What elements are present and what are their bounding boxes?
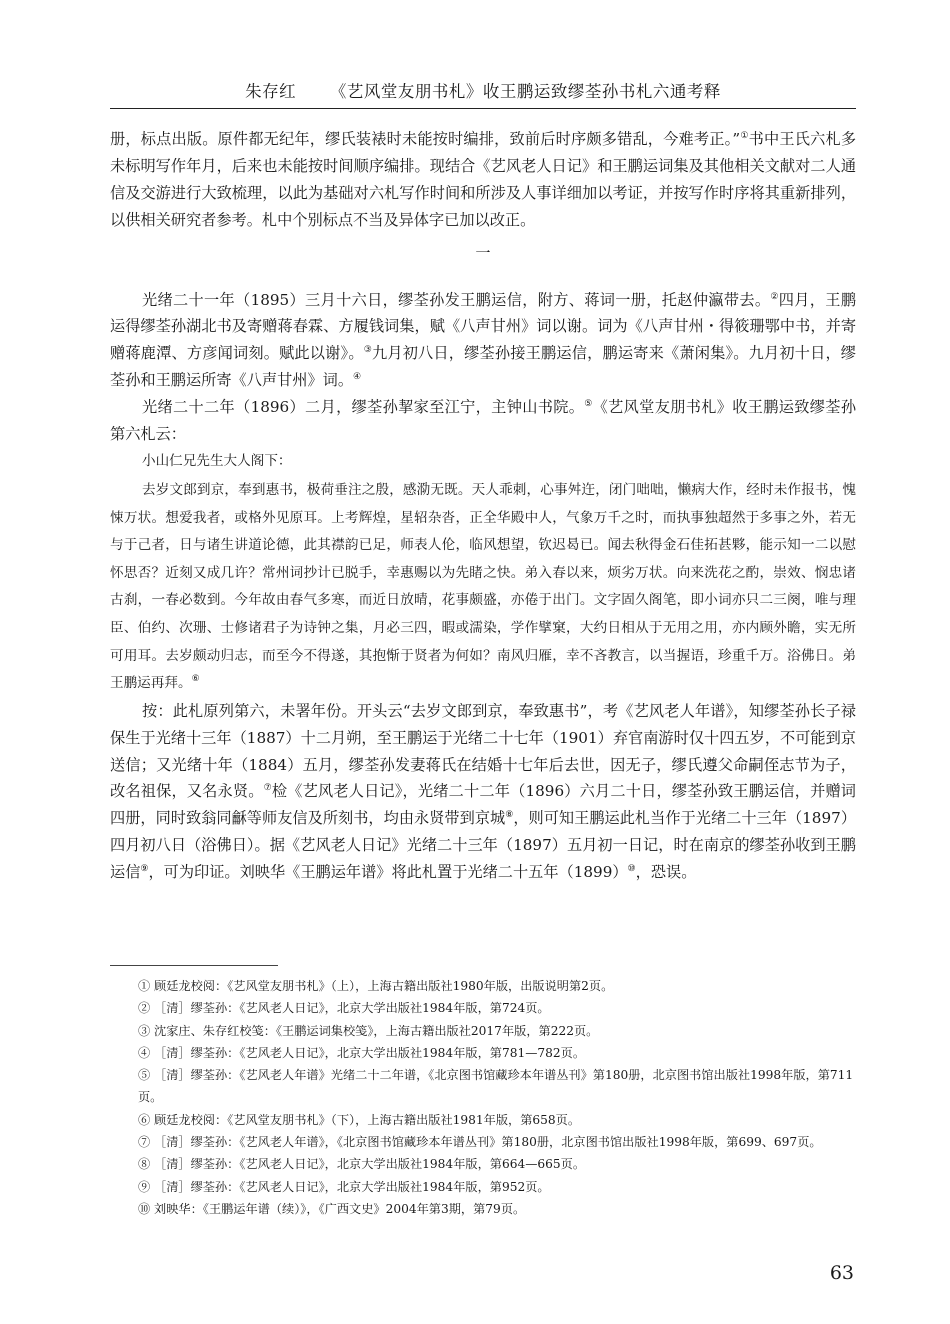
footnote-ref-2[interactable]: ② bbox=[770, 291, 779, 302]
analysis-text-a: 按：此札原列第六，未署年份。开头云“去岁文郎到京，奉致惠书”，考《艺风老人年谱》，知缪荃孙长子禄保生于光绪十三年（1887）十二月朔，至王鹏运于光绪二十七年（1901）弃官南游时仅十四五岁，不可能到京送信；又光绪十年（1884）五月，缪荃孙发妻蒋氏在结婚十七年后去世，因无子，缪氏遵父命嗣侄志节为子，改名祖保，又名永贤。 bbox=[110, 701, 856, 801]
footnote: ⑥ 顾廷龙校阅：《艺风堂友朋书札》（下），上海古籍出版社1981年版，第658页。 bbox=[138, 1112, 581, 1127]
footnote-ref-5[interactable]: ⑤ bbox=[584, 399, 593, 410]
page-number: 63 bbox=[829, 1262, 854, 1284]
para1-text-b: 四月，王鹏运得缪荃孙湖北书及寄赠蒋春霖、方履钱词集，赋《八声甘州》词以谢。词为《八声甘州・得筱珊鄂中书，并寄赠蒋鹿潭、方彦闻词刻。赋此以谢》。 bbox=[110, 290, 857, 363]
header-rule bbox=[110, 108, 856, 109]
footnote-ref-9[interactable]: ⑨ bbox=[140, 864, 149, 875]
footnote-ref-4[interactable]: ④ bbox=[353, 372, 362, 383]
footnote-ref-3[interactable]: ③ bbox=[363, 345, 372, 356]
analysis-text-d: ，可为印证。刘映华《王鹏运年谱》将此札置于光绪二十五年（1899） bbox=[148, 863, 628, 882]
footnote: ⑨ ［清］缪荃孙：《艺风老人日记》，北京大学出版社1984年版，第952页。 bbox=[138, 1179, 550, 1194]
intro-text-a: 册，标点出版。原件都无纪年，缪氏装裱时未能按时编排，致前后时序颇多错乱，今难考正。” bbox=[110, 130, 741, 148]
footnote: ② ［清］缪荃孙：《艺风老人日记》，北京大学出版社1984年版，第724页。 bbox=[138, 1001, 550, 1016]
letter-body bbox=[110, 477, 856, 698]
footnotes bbox=[110, 975, 856, 1220]
footnote: ⑤ ［清］缪荃孙：《艺风老人年谱》光绪二十二年谱，《北京图书馆藏珍本年谱丛刊》第180册，北京图书馆出版社1998年版，第711页。 bbox=[138, 1068, 854, 1105]
footnote: ③ 沈家庄、朱存红校笺：《王鹏运词集校笺》，上海古籍出版社2017年版，第222页。 bbox=[138, 1023, 599, 1038]
running-header bbox=[110, 78, 856, 102]
main-text bbox=[110, 126, 856, 886]
analysis-text-b: 检《艺风老人日记》，光绪二十二年（1896）六月二十日，缪荃孙致王鹏运信，并赠词四册，同时致翁同龢等师友信及所刻书，均由永贤带到京城 bbox=[110, 782, 856, 828]
header-title: 《艺风堂友朋书札》收王鹏运致缪荃孙书札六通考释 bbox=[329, 82, 721, 101]
letter-text: 去岁文郎到京，奉到惠书，极荷垂注之殷，感泐无既。天人乖刺，心事舛迕，闭门咄咄，懒病大作，经时未作报书，愧悚万状。想爱我者，或格外见原耳。上考辉煌，星轺杂沓，正全华殿中人，气象万千之时，而执事独超然于多事之外，若无与于己者，日与诸生讲道论德，此其襟韵已足，师表人伦，临风想望，钦迟曷已。闻去秋得金石佳拓甚夥，能示知一二以慰怀思否？近刻又成几许？常州词抄计已脱手，幸惠赐以为先睹之快。弟入春以来，烦劣万状。向来洗花之酌，崇效、悯忠诸古刹，一春必数到。今年故由春气多寒，而近日放晴，花事颇盛，亦倦于出门。文字固久阁笔，即小词亦只二三阕，唯与理臣、伯约、次珊、士修诸君子为诗钟之集，月必三四，暇或濡染，学作擘窠，大约日相从于无用之用，亦内顾外瞻，实无所可用耳。去岁颇动归志，而至今不得遂，其抱惭于贤者为何如？南风归雁，幸不吝教言，以当握语，珍重千万。浴佛日。弟王鹏运再拜。 bbox=[110, 481, 856, 692]
header-author: 朱存红 bbox=[245, 82, 297, 101]
analysis-paragraph bbox=[110, 698, 856, 886]
section-number: 一 bbox=[475, 243, 491, 262]
para1-text-a: 光绪二十一年（1895）三月十六日，缪荃孙发王鹏运信，附方、蒋词一册，托赵仲瀛带去。 bbox=[142, 290, 771, 309]
para1-text-c: 九月初八日，缪荃孙接王鹏运信，鹏运寄来《萧闲集》。九月初十日，缪荃孙和王鹏运所寄《八声甘州》词。 bbox=[110, 344, 856, 390]
footnote-ref-6[interactable]: ⑥ bbox=[191, 674, 200, 685]
footnote-ref-1[interactable]: ① bbox=[740, 131, 749, 141]
letter-salutation: 小山仁兄先生大人阁下： bbox=[142, 452, 292, 469]
footnote: ① 顾廷龙校阅：《艺风堂友朋书札》（上），上海古籍出版社1980年版，出版说明第2页。 bbox=[138, 979, 614, 993]
para2-text-b: 《艺风堂友朋书札》收王鹏运致缪荃孙第六札云： bbox=[110, 398, 857, 444]
footnote-ref-8[interactable]: ⑧ bbox=[505, 810, 514, 821]
footnote-ref-10[interactable]: ⑩ bbox=[627, 864, 636, 875]
footnote: ④ ［清］缪荃孙：《艺风老人日记》，北京大学出版社1984年版，第781—782页。 bbox=[138, 1045, 586, 1060]
footnote: ⑩ 刘映华：《王鹏运年谱（续）》，《广西文史》2004年第3期，第79页。 bbox=[138, 1201, 526, 1216]
footnote-ref-7[interactable]: ⑦ bbox=[263, 783, 272, 794]
analysis-text-c: ，则可知王鹏运此札当作于光绪二十三年（1897）四月初八日（浴佛日）。据《艺风老人日记》光绪二十三年（1897）五月初一日记，时在南京的缪荃孙收到王鹏运信 bbox=[110, 809, 857, 882]
para2-text-a: 光绪二十二年（1896）二月，缪荃孙挈家至江宁，主钟山书院。 bbox=[142, 398, 585, 417]
analysis-text-e: ，恐误。 bbox=[635, 863, 697, 882]
paragraph-1895 bbox=[110, 287, 856, 395]
intro-text-b: 书中王氏六札多未标明写作年月，后来也未能按时间顺序编排。现结合《艺风老人日记》和王鹏运词集及其他相关文献对二人通信及交游进行大致梳理，以此为基础对六札写作时间和所涉及人事详细加以考证，并按写作时序将其重新排列，以供相关研究者参考。札中个别标点不当及异体字已加以改正。 bbox=[110, 130, 857, 229]
intro-paragraph bbox=[110, 126, 856, 234]
footnote-rule bbox=[110, 965, 278, 966]
paragraph-1896 bbox=[110, 394, 856, 448]
footnote: ⑦ ［清］缪荃孙：《艺风老人年谱》，《北京图书馆藏珍本年谱丛刊》第180册，北京图书馆出版社1998年版，第699、697页。 bbox=[138, 1135, 822, 1150]
footnote: ⑧ ［清］缪荃孙：《艺风老人日记》，北京大学出版社1984年版，第664—665页。 bbox=[138, 1157, 586, 1172]
